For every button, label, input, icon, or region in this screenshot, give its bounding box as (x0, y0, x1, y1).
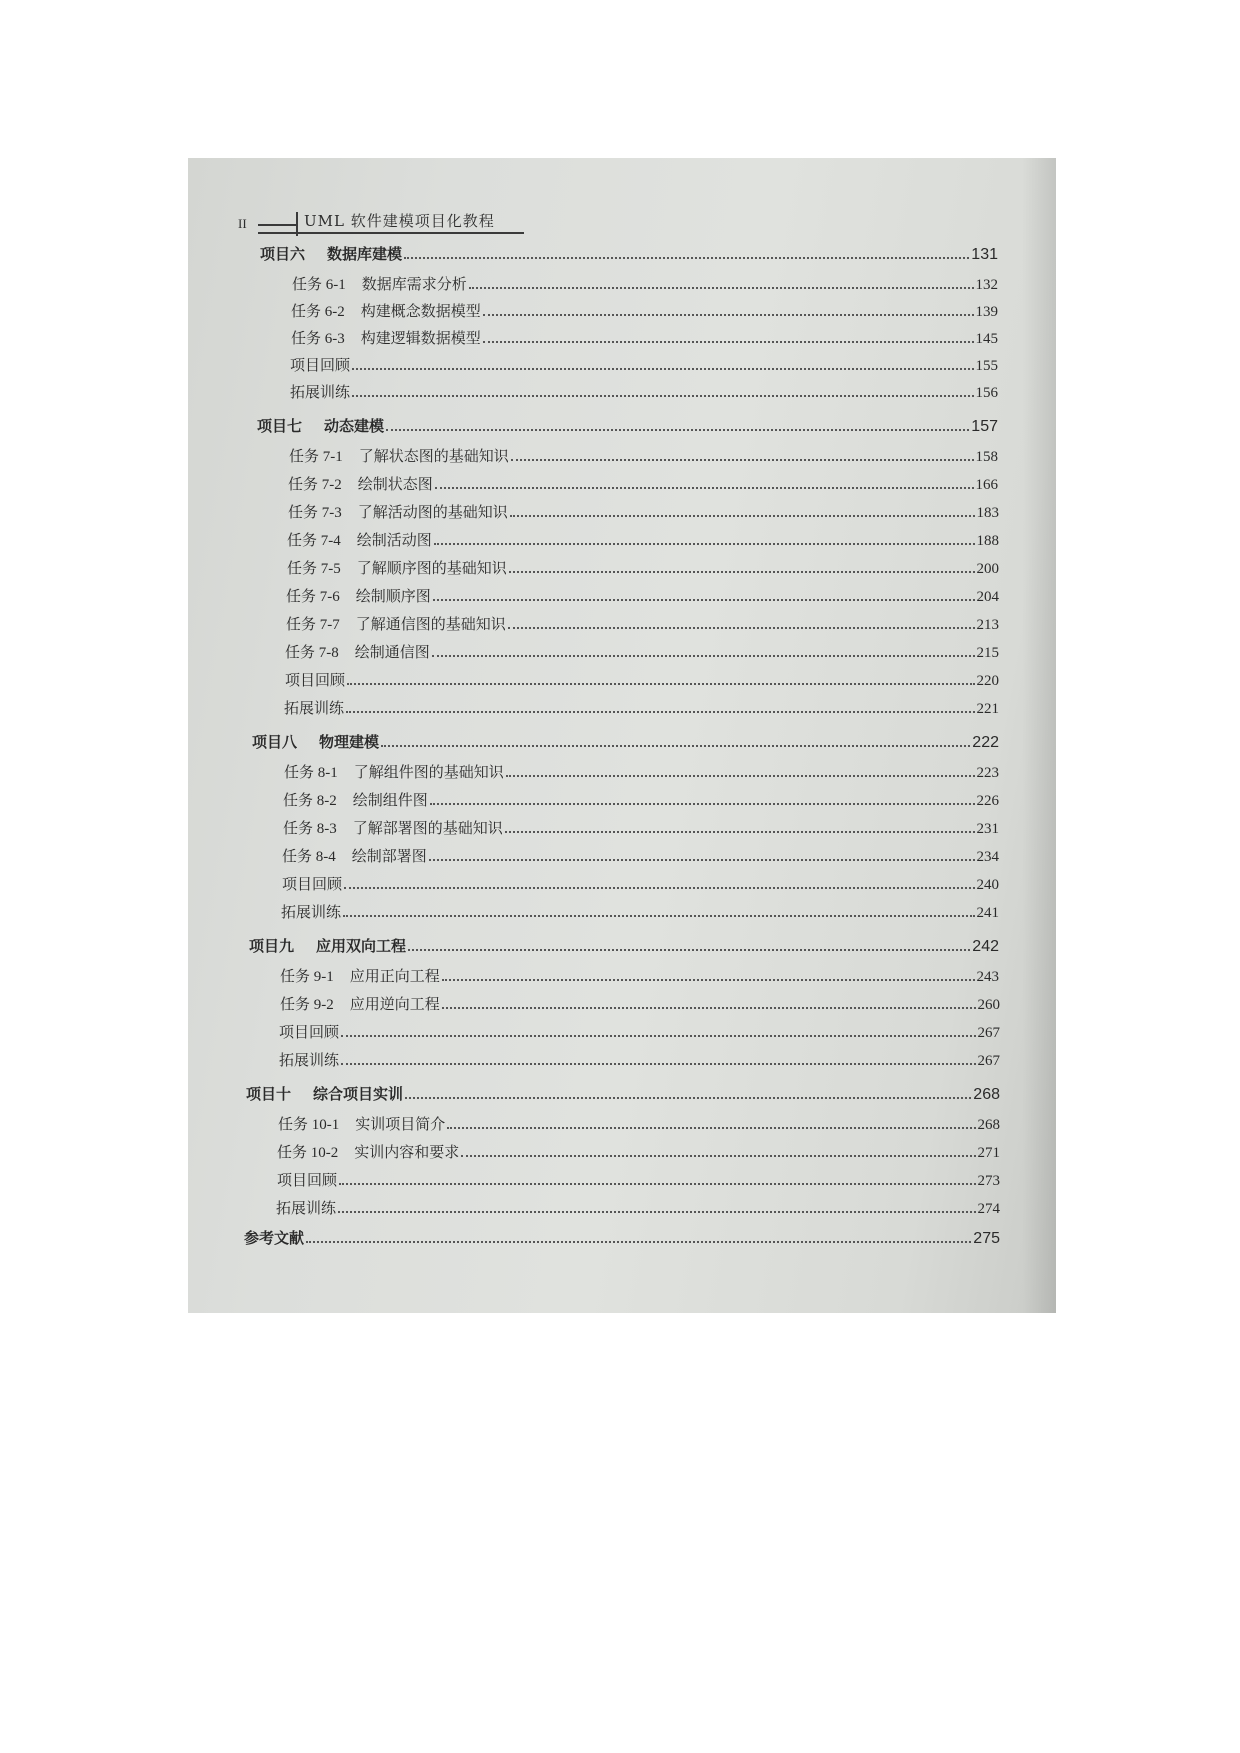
toc-entry-row (283, 786, 999, 810)
toc-title: 绘制活动图 (356, 531, 432, 549)
dot-leader (352, 368, 973, 370)
toc-code: 任务 8-4 (282, 849, 336, 865)
toc-label (287, 557, 507, 578)
dot-leader (461, 1155, 975, 1157)
toc-entry-row (285, 666, 999, 690)
toc-entry-row (285, 638, 999, 662)
toc-page-number: 213 (976, 617, 999, 633)
toc-code: 任务 8-1 (284, 765, 338, 781)
toc-page-number: 183 (976, 505, 999, 521)
dot-leader (434, 543, 975, 545)
dot-leader (429, 859, 975, 861)
toc-code: 任务 10-2 (277, 1145, 339, 1161)
toc-code: 任务 10-1 (278, 1117, 340, 1133)
dot-leader (509, 571, 975, 573)
dot-leader (506, 775, 975, 777)
toc-label (286, 613, 506, 634)
toc-code: 任务 7-2 (288, 477, 342, 493)
toc-code: 任务 7-5 (287, 561, 341, 577)
toc-title: 实训项目简介 (355, 1115, 446, 1133)
toc-label (291, 327, 481, 348)
toc-code: 任务 7-6 (286, 589, 340, 605)
toc-page-number: 240 (976, 877, 999, 893)
toc-title: 参考文献 (244, 1229, 305, 1247)
dot-leader (408, 949, 970, 951)
toc-label (260, 243, 402, 264)
toc-label (291, 300, 481, 321)
toc-title: 了解活动图的基础知识 (357, 503, 508, 521)
toc-page-number: 139 (975, 304, 998, 320)
toc-title: 项目回顾 (279, 1023, 340, 1041)
toc-title: 了解状态图的基础知识 (358, 447, 509, 465)
toc-code: 项目十 (246, 1085, 292, 1103)
dot-leader (442, 979, 975, 981)
toc-entry-row (284, 758, 999, 782)
toc-label (283, 789, 428, 810)
toc-code: 任务 7-3 (288, 505, 342, 521)
toc-title: 构建逻辑数据模型 (360, 329, 481, 347)
dot-leader (346, 711, 974, 713)
book-page-photo (188, 158, 1056, 1313)
toc-page-number: 231 (976, 821, 999, 837)
toc-label (278, 1113, 445, 1134)
toc-title: 绘制组件图 (352, 791, 428, 809)
toc-label (281, 901, 341, 922)
toc-page-number: 267 (977, 1053, 1000, 1069)
dot-leader (404, 257, 969, 259)
toc-entry-row (292, 270, 998, 294)
toc-entry-row (276, 1194, 1000, 1218)
toc-page-number: 132 (975, 277, 998, 293)
toc-entry-row (287, 526, 999, 550)
dot-leader (341, 1063, 975, 1065)
toc-page-number: 226 (976, 793, 999, 809)
toc-title: 绘制状态图 (357, 475, 433, 493)
toc-label (246, 1083, 403, 1104)
toc-entry-row (280, 962, 999, 986)
toc-title: 应用正向工程 (349, 967, 440, 985)
toc-code: 任务 8-3 (283, 821, 337, 837)
toc-label (280, 965, 440, 986)
toc-code: 任务 6-3 (291, 331, 345, 347)
dot-leader (510, 515, 975, 517)
toc-code: 项目九 (249, 937, 295, 955)
toc-code: 任务 9-2 (280, 997, 334, 1013)
toc-entry-row (288, 470, 998, 494)
toc-title: 拓展训练 (279, 1051, 340, 1069)
toc-title: 拓展训练 (290, 383, 351, 401)
dot-leader (469, 287, 974, 289)
toc-code: 任务 9-1 (280, 969, 334, 985)
toc-title: 数据库需求分析 (361, 275, 467, 293)
toc-entry-row (279, 1046, 1000, 1070)
toc-code: 任务 7-8 (285, 645, 339, 661)
dot-leader (352, 395, 973, 397)
toc-page-number: 221 (976, 701, 999, 717)
toc-title: 了解通信图的基础知识 (355, 615, 506, 633)
toc-entry-row (283, 814, 999, 838)
toc-title: 绘制部署图 (351, 847, 427, 865)
toc-title: 拓展训练 (284, 699, 345, 717)
toc-entry-row (277, 1166, 1000, 1190)
dot-leader (430, 803, 975, 805)
toc-label (287, 529, 432, 550)
toc-page-number: 222 (972, 734, 999, 751)
dot-leader (338, 1211, 975, 1213)
toc-chapter-row (249, 932, 999, 956)
toc-chapter-row (260, 240, 998, 264)
toc-page-number: 200 (976, 561, 999, 577)
toc-code: 项目六 (260, 245, 306, 263)
toc-entry-row (290, 351, 998, 375)
toc-page-number: 188 (976, 533, 999, 549)
toc-page-number: 242 (972, 938, 999, 955)
toc-label (280, 993, 440, 1014)
toc-label (276, 1197, 336, 1218)
toc-page-number: 145 (975, 331, 998, 347)
toc-label (257, 415, 384, 436)
toc-label (282, 873, 342, 894)
toc-label (252, 731, 379, 752)
toc-entry-row (291, 297, 998, 321)
toc-entry-row (288, 498, 999, 522)
toc-page-number: 131 (971, 246, 998, 263)
toc-title: 应用双向工程 (316, 937, 407, 955)
toc-page-number: 157 (971, 418, 998, 435)
toc-title: 拓展训练 (276, 1199, 337, 1217)
toc-title: 项目回顾 (277, 1171, 338, 1189)
toc-page-number: 220 (976, 673, 999, 689)
toc-entry-row (278, 1110, 1000, 1134)
toc-entry-row (291, 324, 998, 348)
toc-code: 任务 6-2 (291, 304, 345, 320)
toc-label (279, 1021, 339, 1042)
toc-title: 动态建模 (324, 417, 385, 435)
toc-page-number: 267 (977, 1025, 1000, 1041)
toc-page-number: 271 (977, 1145, 1000, 1161)
toc-entry-row (284, 694, 999, 718)
toc-page-number: 158 (975, 449, 998, 465)
toc-label (285, 669, 345, 690)
toc-code: 任务 7-7 (286, 617, 340, 633)
toc-title: 物理建模 (319, 733, 380, 751)
page-number: II (238, 216, 247, 231)
toc-page-number: 156 (975, 385, 998, 401)
toc-label (288, 473, 433, 494)
dot-leader (483, 314, 974, 316)
toc-label (244, 1227, 304, 1248)
toc-code: 任务 8-2 (283, 793, 337, 809)
dot-leader (442, 1007, 976, 1009)
toc-title: 数据库建模 (327, 245, 403, 263)
toc-label (288, 501, 508, 522)
dot-leader (344, 887, 974, 889)
toc-title: 了解组件图的基础知识 (353, 763, 504, 781)
toc-entry-row (286, 610, 999, 634)
toc-page-number: 223 (976, 765, 999, 781)
toc-entry-row (286, 582, 999, 606)
toc-code: 任务 6-1 (292, 277, 346, 293)
dot-leader (505, 831, 975, 833)
toc-page-number: 243 (976, 969, 999, 985)
toc-label (249, 935, 406, 956)
toc-page-number: 241 (976, 905, 999, 921)
dot-leader (306, 1241, 971, 1243)
dot-leader (341, 1035, 975, 1037)
dot-leader (339, 1183, 975, 1185)
toc-chapter-row (244, 1224, 1000, 1248)
toc-chapter-row (246, 1080, 1000, 1104)
toc-title: 项目回顾 (285, 671, 346, 689)
toc-entry-row (289, 442, 998, 466)
toc-label (277, 1141, 459, 1162)
dot-leader (447, 1127, 975, 1129)
toc-entry-row (282, 870, 999, 894)
toc-page-number: 166 (975, 477, 998, 493)
toc-title: 拓展训练 (281, 903, 342, 921)
toc-page-number: 234 (976, 849, 999, 865)
dot-leader (511, 459, 974, 461)
toc-title: 综合项目实训 (313, 1085, 404, 1103)
toc-page-number: 155 (975, 358, 998, 374)
toc-code: 项目七 (257, 417, 303, 435)
table-of-contents (188, 158, 1056, 1313)
toc-title: 实训内容和要求 (354, 1143, 460, 1161)
toc-title: 应用逆向工程 (349, 995, 440, 1013)
toc-title: 了解顺序图的基础知识 (356, 559, 507, 577)
toc-entry-row (282, 842, 999, 866)
toc-page-number: 274 (977, 1201, 1000, 1217)
toc-entry-row (281, 898, 999, 922)
toc-page-number: 273 (977, 1173, 1000, 1189)
toc-page-number: 268 (977, 1117, 1000, 1133)
toc-label (282, 845, 427, 866)
toc-label (289, 445, 509, 466)
toc-label (292, 273, 467, 294)
toc-entry-row (287, 554, 999, 578)
toc-title: 构建概念数据模型 (360, 302, 481, 320)
toc-label (284, 697, 344, 718)
toc-page-number: 268 (973, 1086, 1000, 1103)
toc-page-number: 215 (976, 645, 999, 661)
dot-leader (508, 627, 975, 629)
toc-title: 绘制顺序图 (355, 587, 431, 605)
toc-page-number: 204 (976, 589, 999, 605)
toc-label (279, 1049, 339, 1070)
toc-label (290, 354, 350, 375)
dot-leader (405, 1097, 971, 1099)
dot-leader (347, 683, 974, 685)
toc-title: 绘制通信图 (354, 643, 430, 661)
dot-leader (381, 745, 970, 747)
toc-code: 任务 7-4 (287, 533, 341, 549)
dot-leader (343, 915, 974, 917)
toc-entry-row (280, 990, 1000, 1014)
toc-code: 项目八 (252, 733, 298, 751)
toc-entry-row (277, 1138, 1000, 1162)
toc-page-number: 275 (973, 1230, 1000, 1247)
toc-page-number: 260 (977, 997, 1000, 1013)
toc-title: 了解部署图的基础知识 (352, 819, 503, 837)
dot-leader (432, 655, 975, 657)
toc-label (283, 817, 503, 838)
toc-chapter-row (257, 412, 998, 436)
toc-title: 项目回顾 (290, 356, 351, 374)
toc-entry-row (279, 1018, 1000, 1042)
toc-label (285, 641, 430, 662)
toc-label (277, 1169, 337, 1190)
toc-label (284, 761, 504, 782)
toc-code: 任务 7-1 (289, 449, 343, 465)
toc-label (290, 381, 350, 402)
toc-label (286, 585, 431, 606)
dot-leader (386, 429, 969, 431)
dot-leader (433, 599, 975, 601)
book-title: UML 软件建模项目化教程 (304, 212, 495, 230)
dot-leader (435, 487, 974, 489)
dot-leader (483, 341, 974, 343)
toc-title: 项目回顾 (282, 875, 343, 893)
toc-entry-row (290, 378, 998, 402)
toc-chapter-row (252, 728, 999, 752)
